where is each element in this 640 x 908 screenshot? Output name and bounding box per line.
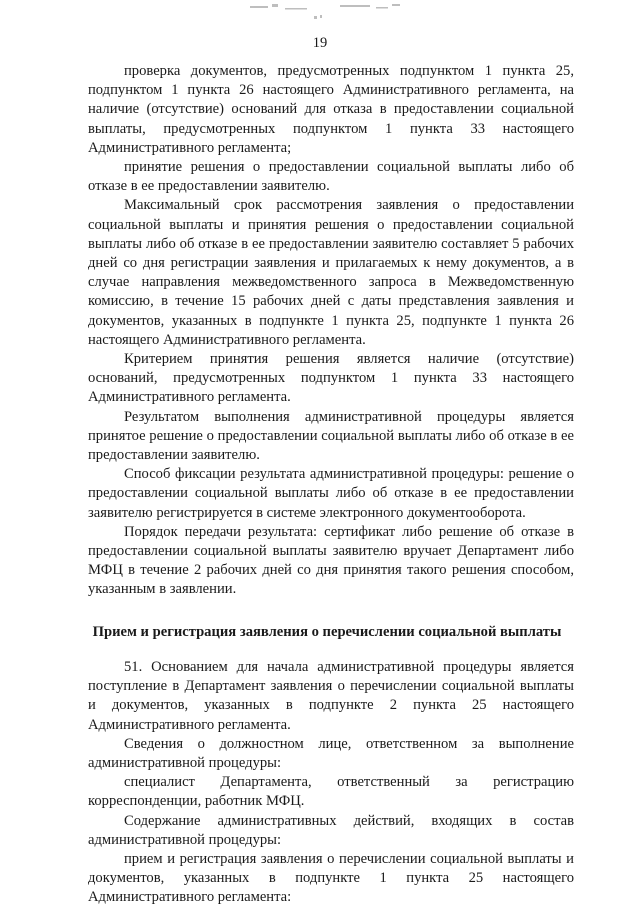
paragraph-result: Результатом выполнения административной процедуры является принятое решение о предоставлении социальной выплаты либо об отказе в ее предоставлении заявителю.: [88, 408, 574, 464]
paragraph-max-term: Максимальный срок рассмотрения заявления о предоставлении социальной выплаты и принятия решения о предоставлении социальной выплаты либо об отказе в ее предоставлении заявителю составляет 5 рабочих дней со дня регистрации заявления и прилагаемых к нему документов, а в случае направления межведомственного запроса в Межведомственную комиссию, в течение 15 рабочих дней с даты представления заявления и документов, указанных в подпункте 1 пункта 25, подпункте 1 пункта 26 настоящего Административного регламента.: [88, 197, 574, 348]
paragraph-criterion: Критерием принятия решения является наличие (отсутствие) оснований, предусмотренных подпунктом 1 пункта 33 настоящего Административного регламента.: [88, 351, 574, 406]
paragraph-check-documents: проверка документов, предусмотренных подпунктом 1 пункта 25, подпунктом 1 пункта 26 настоящего Административного регламента, на наличие (отсутствие) оснований для отказа в предоставлении социальной выплаты, предусмотренных подпунктом 1 пункта 33 настоящего Административного регламента;: [88, 63, 574, 156]
paragraph-decision: принятие решения о предоставлении социальной выплаты либо об отказе в ее предоставлении заявителю.: [88, 159, 574, 195]
paragraph-51-basis: 51. Основанием для начала административной процедуры является поступление в Департамент заявления о перечислении социальной выплаты и документов, указанных в подпункте 2 пункта 25 настоящего Административного регламента.: [88, 658, 574, 733]
section-heading: Прием и регистрация заявления о перечислении социальной выплаты: [92, 623, 562, 640]
paragraph-reception: прием и регистрация заявления о перечислении социальной выплаты и документов, указанных в подпункте 1 пункта 25 настоящего Административного регламента:: [88, 850, 574, 906]
paragraph-responsible-info: Сведения о должностном лице, ответственном за выполнение административной процедуры:: [88, 735, 574, 771]
paragraph-fixation: Способ фиксации результата административной процедуры: решение о предоставлении социальной выплаты либо об отказе в ее предоставлении заявителю регистрируется в системе электронного документооборота.: [88, 466, 574, 521]
scan-noise-artifact: [230, 0, 420, 22]
paragraph-specialist: специалист Департамента, ответственный за регистрацию корреспонденции, работник МФЦ.: [88, 774, 574, 810]
page-number: 19: [312, 35, 328, 51]
paragraph-transfer: Порядок передачи результата: сертификат либо решение об отказе в предоставлении социальной выплаты заявителю вручает Департамент либо МФЦ в течение 2 рабочих дней со дня принятия такого решения способом, указанным в заявлении.: [88, 523, 574, 598]
document-body: [88, 62, 574, 908]
paragraph-actions-content: Содержание административных действий, входящих в состав административной процедуры:: [88, 812, 574, 848]
